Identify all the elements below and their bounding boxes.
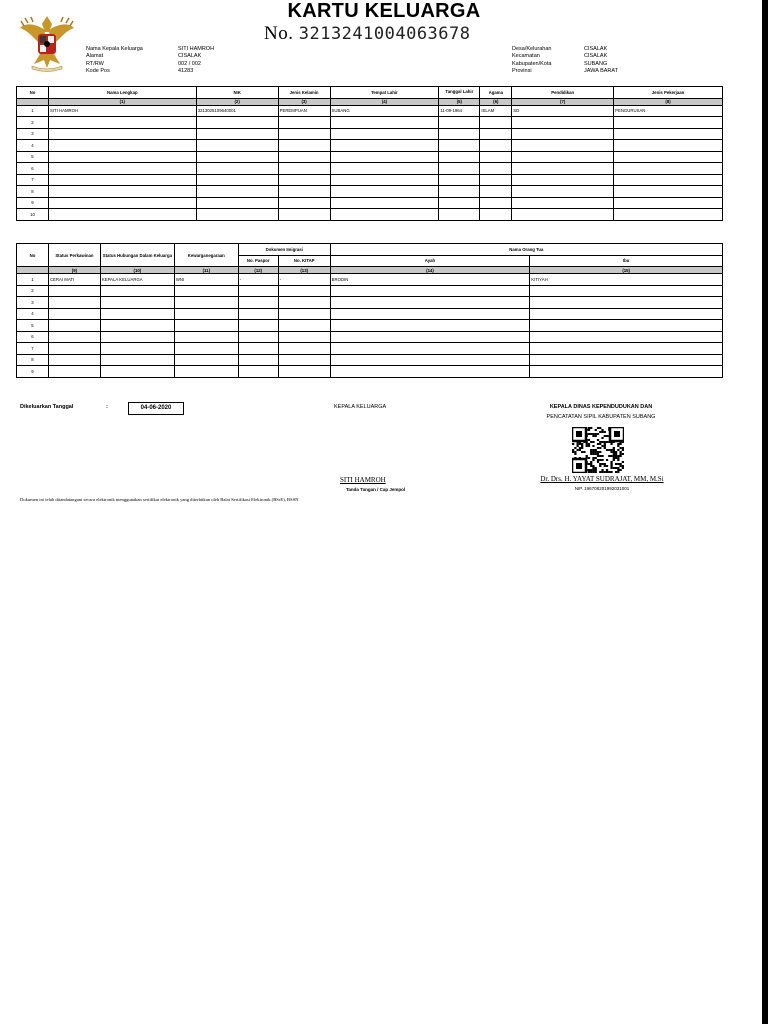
info-row — [86, 46, 214, 53]
info-row — [86, 68, 214, 75]
table-cell — [278, 297, 330, 309]
column-index: (3) — [278, 98, 330, 105]
row-number: 10 — [17, 209, 49, 221]
table-cell — [330, 320, 530, 332]
column-index: (13) — [278, 267, 330, 274]
table-cell — [614, 140, 723, 152]
table-cell — [330, 285, 530, 297]
row-number: 7 — [17, 174, 49, 186]
col-header: Status Perkawinan — [48, 244, 100, 267]
document-number-value: 3213241004063678 — [298, 24, 471, 44]
issued-date-label: Dikeluarkan Tanggal — [20, 404, 74, 410]
table-cell — [100, 297, 174, 309]
column-index: (9) — [48, 267, 100, 274]
info-label: RT/RW — [86, 60, 104, 67]
row-number: 1 — [17, 105, 49, 117]
column-index: (14) — [330, 267, 530, 274]
table-cell: SD — [512, 105, 614, 117]
table-row — [17, 285, 723, 297]
table-cell — [614, 128, 723, 140]
table-cell — [238, 366, 278, 378]
table-cell — [480, 186, 512, 198]
table-cell — [196, 186, 278, 198]
signature-note: Tanda Tangan / Cap Jempol — [346, 487, 406, 492]
table-cell — [330, 163, 439, 175]
row-number: 2 — [17, 117, 49, 129]
info-value: CISALAK — [584, 46, 608, 52]
table-cell — [278, 140, 330, 152]
table-row — [17, 297, 723, 309]
table-cell — [512, 163, 614, 175]
table-cell — [48, 151, 196, 163]
table-header-row — [17, 87, 723, 99]
info-value: JAWA BARAT — [584, 67, 619, 74]
official-name: Dr. Drs. H. YAYAT SUDRAJAT, MM, M.Si — [540, 475, 664, 483]
office-title-line2: PENCATATAN SIPIL KABUPATEN SUBANG — [546, 414, 656, 420]
table-cell — [530, 343, 723, 355]
table-cell — [614, 209, 723, 221]
table-cell — [330, 343, 530, 355]
table-cell — [330, 128, 439, 140]
table-cell — [439, 209, 480, 221]
table-cell — [330, 151, 439, 163]
column-index: (8) — [614, 98, 723, 105]
row-number: 4 — [17, 140, 49, 152]
table-cell: PENGURUSAN — [614, 105, 723, 117]
table-cell — [238, 297, 278, 309]
table-cell — [480, 117, 512, 129]
table-cell — [48, 308, 100, 320]
table-cell — [196, 209, 278, 221]
table-cell — [100, 320, 174, 332]
info-label: Nama Kepala Keluarga — [86, 46, 143, 52]
table-row — [17, 331, 723, 343]
table-cell — [100, 308, 174, 320]
column-index-row — [17, 267, 723, 274]
row-number: 1 — [17, 274, 49, 286]
table-cell: 3213025109640001 — [196, 105, 278, 117]
table-cell — [238, 308, 278, 320]
row-number: 7 — [17, 343, 49, 355]
table-cell: SUBANG — [330, 105, 439, 117]
table-cell — [278, 366, 330, 378]
table-cell — [278, 197, 330, 209]
table-cell — [330, 174, 439, 186]
table-cell — [439, 117, 480, 129]
table-cell — [196, 197, 278, 209]
table-cell: - — [278, 274, 330, 286]
table-row — [17, 186, 723, 198]
table-cell — [278, 117, 330, 129]
table-row — [17, 174, 723, 186]
table-cell — [48, 285, 100, 297]
table-cell — [48, 163, 196, 175]
table-cell — [614, 163, 723, 175]
table-cell — [530, 354, 723, 366]
col-header: Status Hubungan Dalam Keluarga — [100, 244, 174, 267]
table-cell — [330, 297, 530, 309]
info-value: SITI HAMROH — [178, 46, 215, 52]
column-index: (10) — [100, 267, 174, 274]
column-index-row — [17, 98, 723, 105]
col-header: NIK — [196, 87, 278, 99]
official-nip: NIP. 196708201992031001 — [574, 486, 630, 491]
table-cell — [48, 331, 100, 343]
table-cell — [196, 140, 278, 152]
table-cell — [278, 163, 330, 175]
table-cell — [196, 151, 278, 163]
table-cell — [439, 151, 480, 163]
info-value: 41283 — [178, 67, 194, 74]
table-cell — [512, 151, 614, 163]
table-cell: KITIYAH — [530, 274, 723, 286]
table-cell — [100, 343, 174, 355]
table-cell — [174, 366, 238, 378]
table-row — [17, 151, 723, 163]
table-cell — [48, 186, 196, 198]
table-cell — [278, 186, 330, 198]
row-number: 6 — [17, 163, 49, 175]
col-header: Nama Orang Tua — [330, 244, 722, 256]
col-header: Nama Lengkap — [48, 87, 196, 99]
office-title-line1: KEPALA DINAS KEPENDUDUKAN DAN — [549, 404, 653, 410]
table-cell — [330, 209, 439, 221]
column-index — [17, 267, 49, 274]
family-status-table — [16, 243, 723, 378]
col-header: Agama — [480, 87, 512, 99]
table-cell — [530, 320, 723, 332]
table-cell — [174, 354, 238, 366]
table-cell — [278, 209, 330, 221]
table-cell: ISLAM — [480, 105, 512, 117]
column-index: (1) — [48, 98, 196, 105]
info-row — [86, 61, 214, 68]
table-cell — [48, 366, 100, 378]
info-value: CISALAK — [178, 53, 202, 60]
col-header: Tanggal Lahir — [439, 87, 480, 99]
table-cell: CERAI MATI — [48, 274, 100, 286]
info-label: Alamat — [86, 53, 104, 60]
table-cell: KEPALA KELUARGA — [100, 274, 174, 286]
table-row — [17, 308, 723, 320]
table-cell: BRODIN — [330, 274, 530, 286]
table-cell — [512, 128, 614, 140]
document-number-label: No. — [264, 23, 294, 44]
table-cell — [48, 320, 100, 332]
table-cell — [100, 366, 174, 378]
info-row — [86, 53, 214, 60]
row-number: 5 — [17, 151, 49, 163]
table-cell — [439, 174, 480, 186]
column-index: (11) — [174, 267, 238, 274]
table-cell: - — [238, 274, 278, 286]
table-cell — [196, 128, 278, 140]
table-cell — [278, 354, 330, 366]
table-cell — [278, 128, 330, 140]
col-header: No — [17, 87, 49, 99]
table-cell — [512, 197, 614, 209]
head-of-family-label: KEPALA KELUARGA — [334, 404, 387, 410]
info-row — [512, 53, 618, 60]
info-value: CISALAK — [584, 53, 608, 60]
table-cell — [100, 331, 174, 343]
table-row — [17, 274, 723, 286]
table-cell — [330, 366, 530, 378]
column-index: (2) — [196, 98, 278, 105]
table-cell — [238, 343, 278, 355]
family-members-table — [16, 86, 723, 221]
table-cell: PEREMPUAN — [278, 105, 330, 117]
row-number: 6 — [17, 331, 49, 343]
table-cell — [480, 209, 512, 221]
table-cell — [278, 320, 330, 332]
table-cell — [480, 140, 512, 152]
row-number: 5 — [17, 320, 49, 332]
column-index: (4) — [330, 98, 439, 105]
issued-date-colon: : — [106, 404, 108, 410]
table-cell — [439, 128, 480, 140]
col-header: No. Paspor — [238, 255, 278, 267]
table-row — [17, 343, 723, 355]
table-cell — [480, 163, 512, 175]
info-label: Kecamatan — [512, 53, 540, 60]
table-cell — [439, 163, 480, 175]
table-cell — [330, 308, 530, 320]
table-cell — [48, 128, 196, 140]
table-row — [17, 366, 723, 378]
table-cell — [278, 285, 330, 297]
table-cell — [238, 320, 278, 332]
table-cell — [330, 140, 439, 152]
table-row — [17, 140, 723, 152]
table-cell: WNI — [174, 274, 238, 286]
col-header: Pendidikan — [512, 87, 614, 99]
table-cell — [48, 117, 196, 129]
table-cell — [614, 174, 723, 186]
table-cell — [512, 209, 614, 221]
table-cell — [512, 186, 614, 198]
table-cell — [278, 151, 330, 163]
table-row — [17, 163, 723, 175]
table-cell — [48, 209, 196, 221]
column-index: (5) — [439, 98, 480, 105]
column-index: (12) — [238, 267, 278, 274]
head-of-family-name: SITI HAMROH — [340, 476, 386, 484]
table-row — [17, 117, 723, 129]
table-cell — [480, 128, 512, 140]
table-cell — [530, 331, 723, 343]
table-cell — [48, 354, 100, 366]
table-cell — [439, 140, 480, 152]
info-label: Kabupaten/Kota — [512, 60, 552, 67]
row-number: 4 — [17, 308, 49, 320]
table-row — [17, 105, 723, 117]
table-cell — [48, 197, 196, 209]
table-cell — [238, 285, 278, 297]
info-label: Kode Pos — [86, 67, 110, 74]
col-header: Jenis Kelamin — [278, 87, 330, 99]
table-cell — [614, 186, 723, 198]
table-cell — [439, 186, 480, 198]
table-cell — [439, 197, 480, 209]
table-cell — [100, 285, 174, 297]
table-cell — [48, 174, 196, 186]
col-header: No. KITAP — [278, 255, 330, 267]
table-cell — [238, 354, 278, 366]
table-cell — [614, 197, 723, 209]
row-number: 3 — [17, 128, 49, 140]
table-cell: 11-09-1964 — [439, 105, 480, 117]
table-cell — [614, 151, 723, 163]
table-row — [17, 209, 723, 221]
col-header: Jenis Pekerjaan — [614, 87, 723, 99]
column-index: (7) — [512, 98, 614, 105]
info-label: Desa/Kelurahan — [512, 46, 552, 52]
table-cell — [48, 343, 100, 355]
table-row — [17, 197, 723, 209]
table-cell — [278, 343, 330, 355]
qr-code-icon — [572, 427, 624, 473]
col-header: No — [17, 244, 49, 267]
table-cell — [330, 117, 439, 129]
household-info-left — [86, 46, 214, 75]
table-row — [17, 354, 723, 366]
row-number: 2 — [17, 285, 49, 297]
table-cell — [48, 297, 100, 309]
table-cell — [530, 285, 723, 297]
table-cell — [512, 140, 614, 152]
table-cell — [196, 163, 278, 175]
info-value: 002 / 002 — [178, 60, 201, 67]
row-number: 8 — [17, 354, 49, 366]
table-header-row — [17, 244, 723, 256]
col-header: Ayah — [330, 255, 530, 267]
table-cell — [278, 308, 330, 320]
col-header: Ibu — [530, 255, 723, 267]
table-row — [17, 128, 723, 140]
table-cell — [196, 174, 278, 186]
table-cell — [330, 331, 530, 343]
row-number: 8 — [17, 186, 49, 198]
column-index: (15) — [530, 267, 723, 274]
table-cell — [480, 197, 512, 209]
electronic-signature-disclaimer: Dokumen ini telah ditandatangani secara elektronik menggunakan sertifikat elektronik yang diterbitkan oleh Balai Sertifikasi Elektronik (BSrE), BSSN — [20, 497, 299, 502]
table-cell — [100, 354, 174, 366]
table-cell — [174, 320, 238, 332]
table-cell — [330, 186, 439, 198]
table-cell — [196, 117, 278, 129]
info-value: SUBANG — [584, 60, 608, 67]
column-index: (6) — [480, 98, 512, 105]
table-cell — [174, 285, 238, 297]
household-info-right — [512, 46, 618, 75]
table-cell — [480, 151, 512, 163]
info-row — [512, 68, 618, 75]
table-cell — [330, 197, 439, 209]
table-cell — [530, 297, 723, 309]
table-cell — [174, 343, 238, 355]
table-cell — [530, 308, 723, 320]
row-number: 9 — [17, 366, 49, 378]
issued-date-value: 04-06-2020 — [128, 402, 184, 415]
table-cell — [512, 117, 614, 129]
table-cell — [278, 174, 330, 186]
col-header: Dokumen Imigrasi — [238, 244, 330, 256]
table-cell — [174, 308, 238, 320]
document-number — [264, 23, 471, 45]
table-cell — [174, 331, 238, 343]
col-header: Tempat Lahir — [330, 87, 439, 99]
table-cell: SITI HAMROH — [48, 105, 196, 117]
page-edge — [762, 0, 768, 1024]
col-header: Kewarganegaraan — [174, 244, 238, 267]
table-cell — [48, 140, 196, 152]
info-row — [512, 46, 618, 53]
table-cell — [614, 117, 723, 129]
table-cell — [238, 331, 278, 343]
info-label: Provinsi — [512, 67, 532, 74]
row-number: 3 — [17, 297, 49, 309]
row-number: 9 — [17, 197, 49, 209]
garuda-emblem-icon — [18, 10, 76, 74]
table-cell — [512, 174, 614, 186]
table-cell — [174, 297, 238, 309]
column-index — [17, 98, 49, 105]
document-title: KARTU KELUARGA — [287, 0, 481, 22]
table-cell — [480, 174, 512, 186]
table-row — [17, 320, 723, 332]
table-cell — [278, 331, 330, 343]
table-cell — [530, 366, 723, 378]
info-row — [512, 61, 618, 68]
table-cell — [330, 354, 530, 366]
